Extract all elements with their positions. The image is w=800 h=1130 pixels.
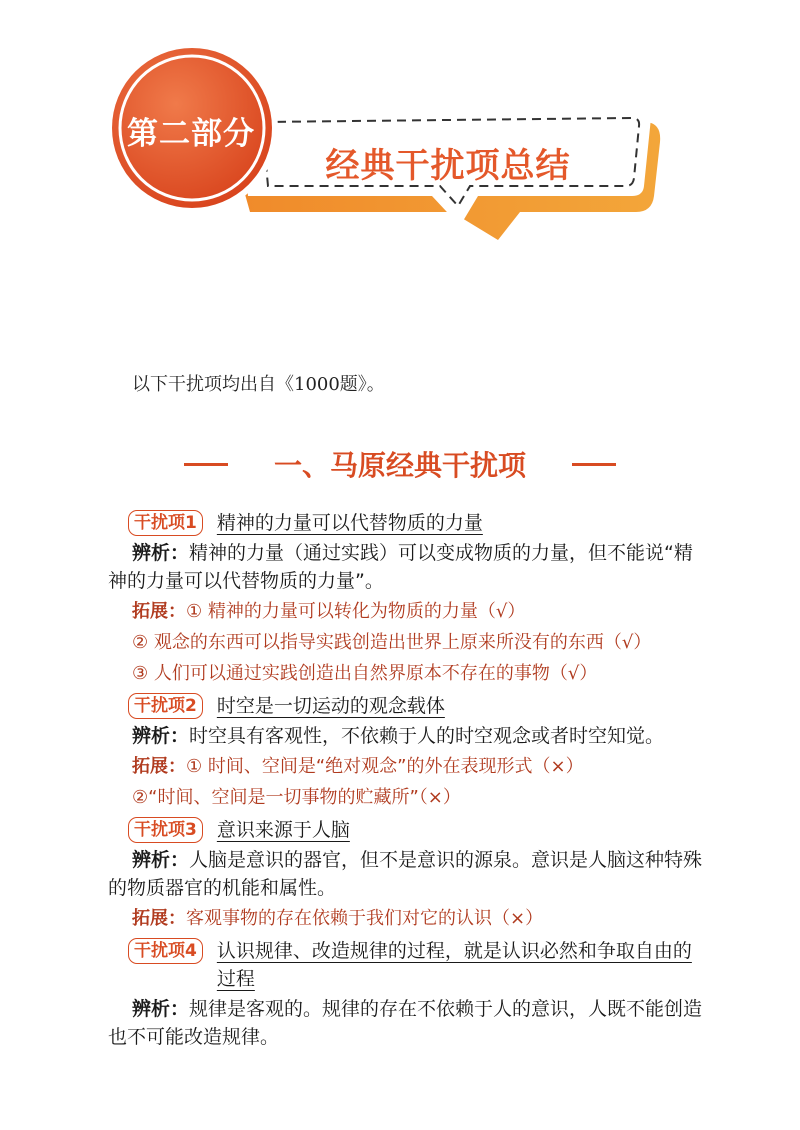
- item-tag: 干扰项3: [128, 817, 203, 843]
- analysis-label: 辨析：: [132, 849, 190, 871]
- analysis-text: 人脑是意识的器官，但不是意识的源泉。意识是人脑这种特殊的物质器官的机能和属性。: [108, 849, 703, 899]
- item-title: 认识规律、改造规律的过程，就是认识必然和争取自由的过程: [216, 940, 692, 990]
- item-3: [108, 816, 708, 933]
- section-title: 经典干扰项总结: [325, 146, 571, 186]
- extension-line: [108, 598, 708, 626]
- item-title: 精神的力量可以代替物质的力量: [216, 512, 483, 534]
- extension-text: ① 时间、空间是“绝对观念”的外在表现形式（×）: [186, 756, 584, 777]
- extension-label: 拓展：: [132, 601, 186, 622]
- item-head: [108, 816, 708, 844]
- analysis: [108, 846, 708, 902]
- heading-dash-right: [572, 463, 616, 466]
- item-head: [108, 937, 708, 993]
- analysis-text: 规律是客观的。规律的存在不依赖于人的意识，人既不能创造也不可能改造规律。: [108, 998, 703, 1048]
- item-2: [108, 692, 708, 812]
- item-title: 时空是一切运动的观念载体: [216, 695, 445, 717]
- intro-text: 以下干扰项均出自《1000题》。: [132, 374, 385, 395]
- extension-label: 拓展：: [132, 908, 186, 929]
- heading-dash-left: [184, 463, 228, 466]
- extension-text: ② 观念的东西可以指导实践创造出世界上原来所没有的东西（√）: [132, 632, 652, 653]
- analysis-label: 辨析：: [132, 725, 190, 747]
- extension-line: [108, 753, 708, 781]
- item-title: 意识来源于人脑: [216, 819, 350, 841]
- analysis: [108, 539, 708, 595]
- extension-line: [108, 905, 708, 933]
- extension-line: [108, 660, 708, 688]
- analysis: [108, 722, 708, 750]
- item-head: [108, 692, 708, 720]
- extension-line: [108, 629, 708, 657]
- item-tag: 干扰项1: [128, 510, 203, 536]
- analysis-label: 辨析：: [132, 542, 190, 564]
- part-banner: [0, 0, 800, 270]
- analysis-label: 辨析：: [132, 998, 190, 1020]
- extension-line: [108, 784, 708, 812]
- item-1: [108, 509, 708, 688]
- item-head: [108, 509, 708, 537]
- analysis: [108, 995, 708, 1051]
- items-list: [108, 505, 708, 1051]
- item-4: [108, 937, 708, 1051]
- extension-text: 客观事物的存在依赖于我们对它的认识（×）: [186, 908, 544, 929]
- part-label: 第二部分: [127, 116, 255, 152]
- extension-text: ① 精神的力量可以转化为物质的力量（√）: [186, 601, 526, 622]
- chapter-heading-text: 一、马原经典干扰项: [273, 449, 526, 482]
- chapter-heading: [0, 444, 800, 484]
- item-tag: 干扰项4: [128, 938, 203, 964]
- extension-text: ③ 人们可以通过实践创造出自然界原本不存在的事物（√）: [132, 663, 598, 684]
- item-tag: 干扰项2: [128, 693, 203, 719]
- extension-label: 拓展：: [132, 756, 186, 777]
- analysis-text: 时空具有客观性，不依赖于人的时空观念或者时空知觉。: [189, 725, 665, 747]
- extension-text: ②“时间、空间是一切事物的贮藏所”（×）: [132, 787, 461, 808]
- analysis-text: 精神的力量（通过实践）可以变成物质的力量，但不能说“精神的力量可以代替物质的力量”。: [108, 542, 693, 592]
